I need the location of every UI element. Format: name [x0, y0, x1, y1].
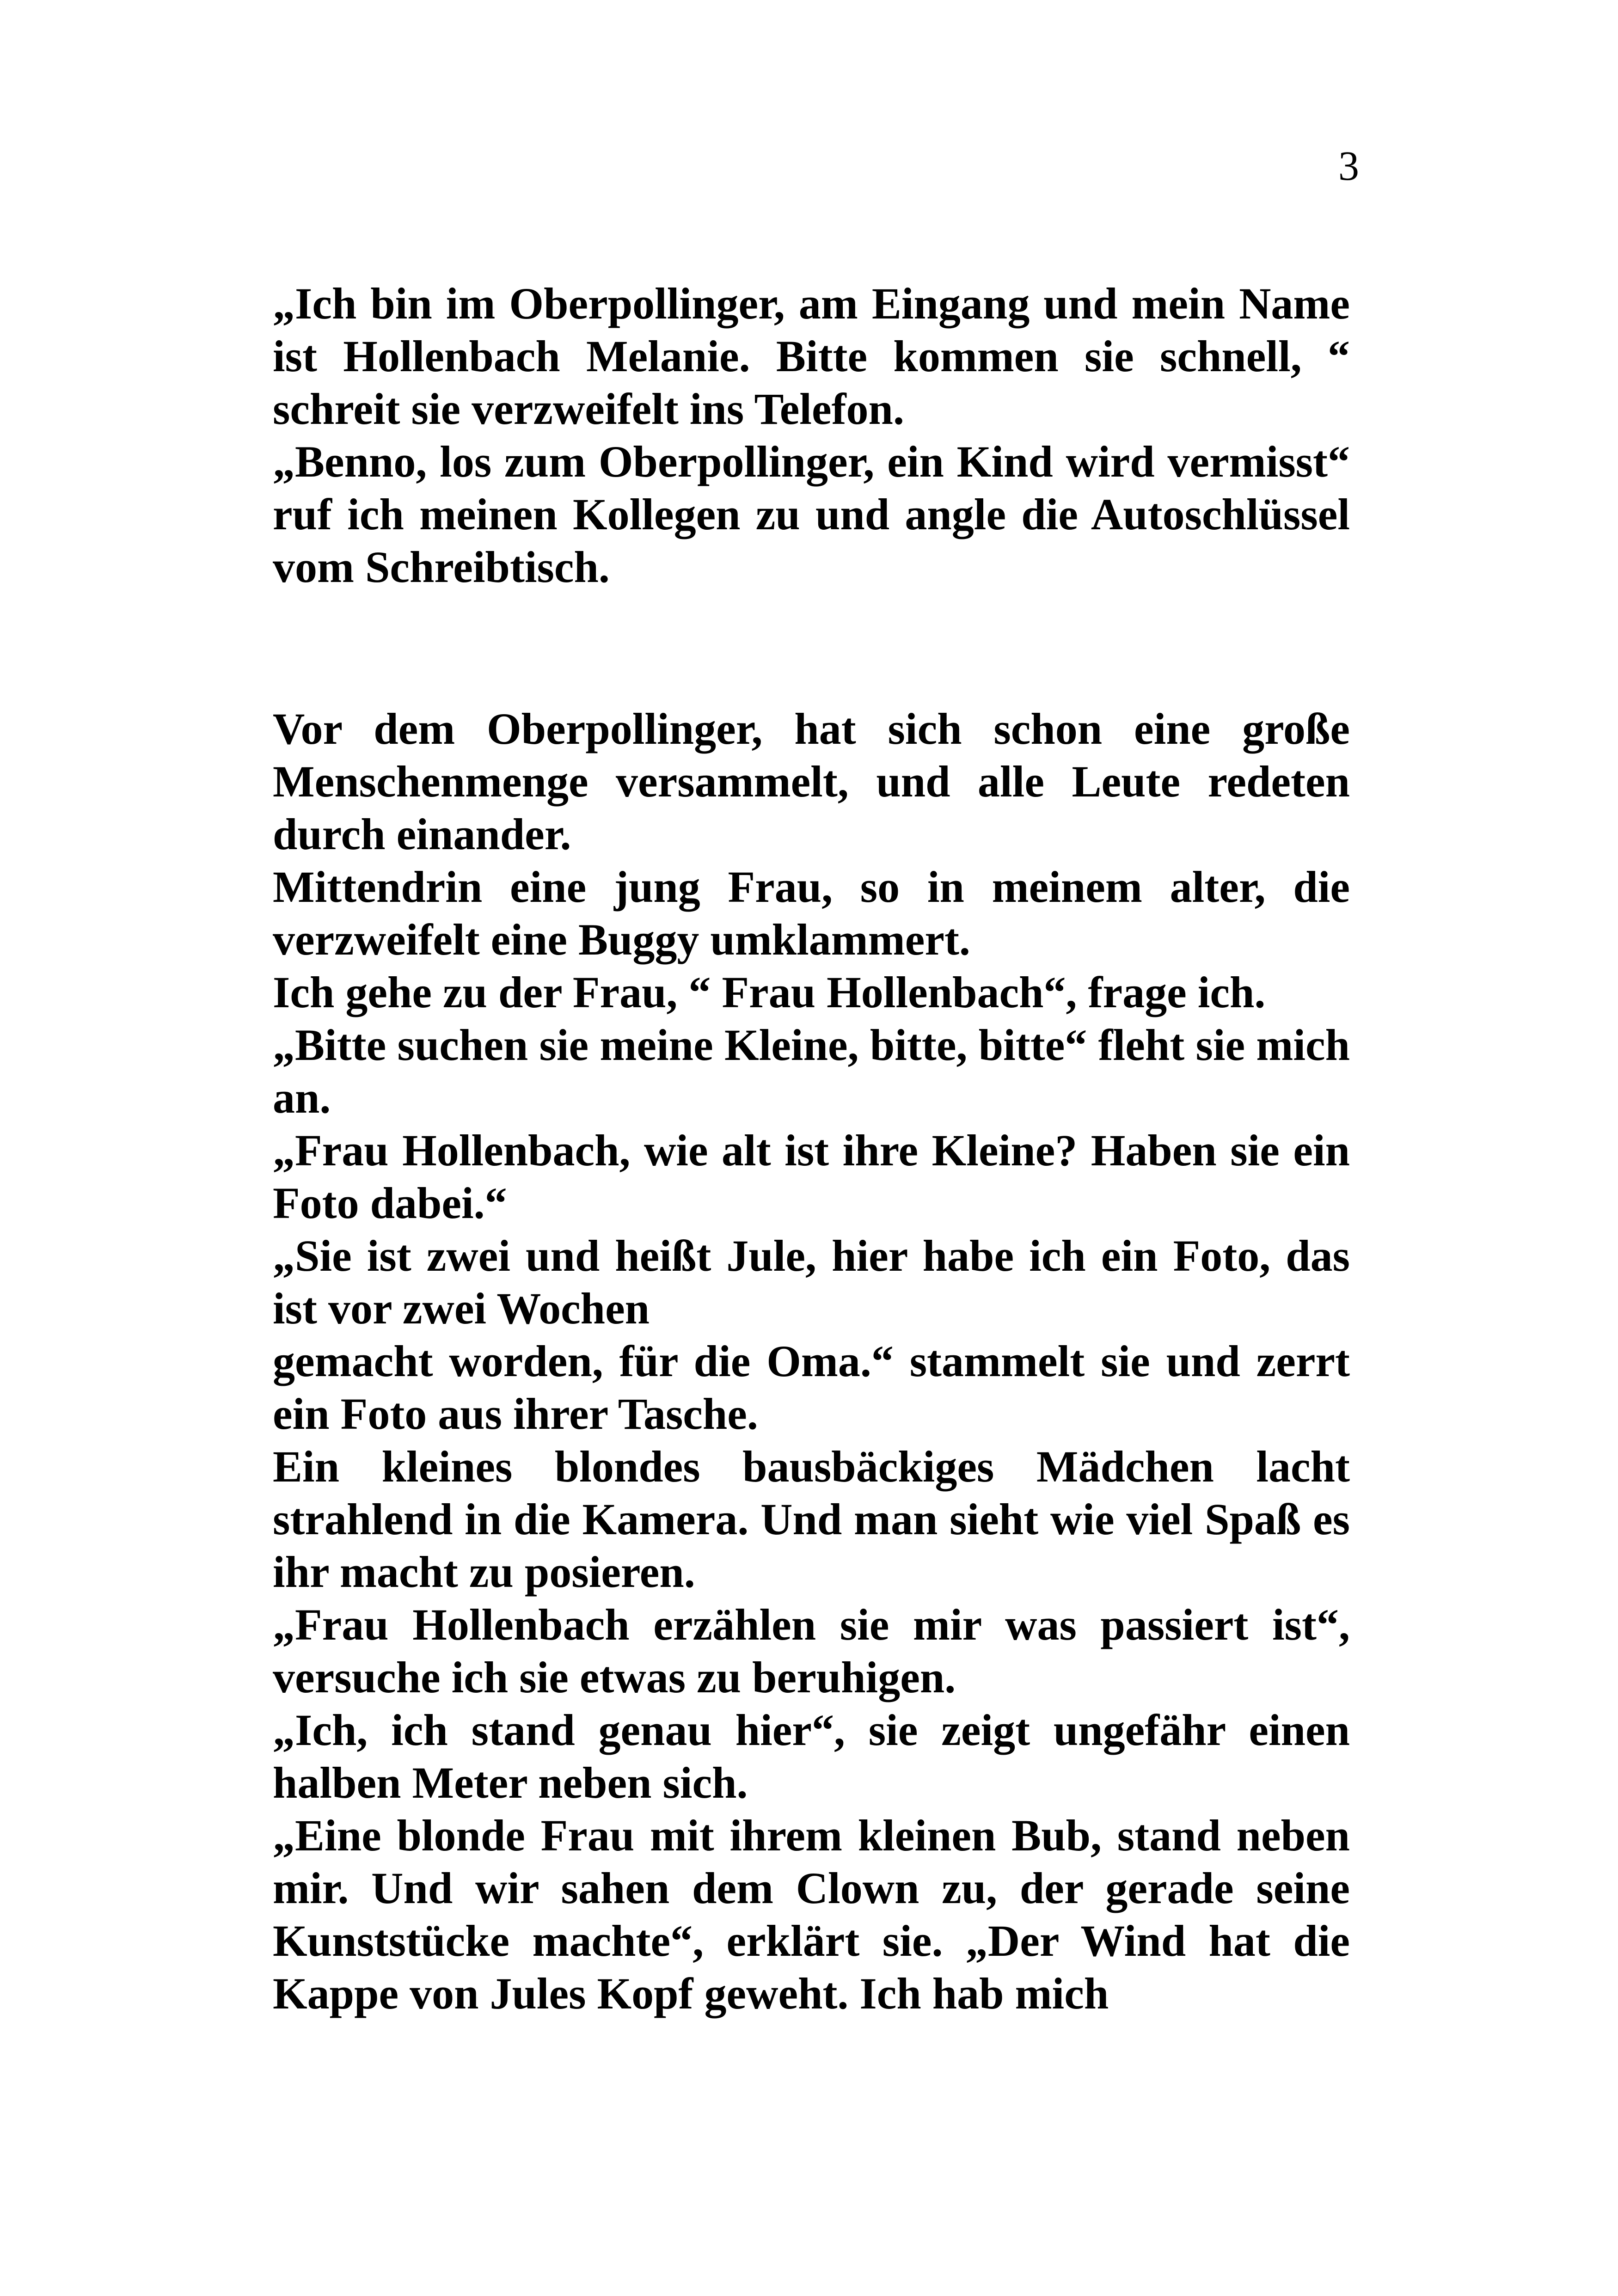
- paragraph: „Ich bin im Oberpollinger, am Eingang und mein Name ist Hollenbach Melanie. Bitte kommen sie schnell, “ schreit sie verzweifelt ins Telefon.: [273, 279, 1350, 434]
- paragraph: „Eine blonde Frau mit ihrem kleinen Bub, stand neben mir. Und wir sahen dem Clown zu, der gerade seine Kunststücke machte“, erklärt sie. „Der Wind hat die Kappe von Jules Kopf geweht. Ich hab mich: [273, 1811, 1350, 2018]
- text-block-main: [273, 703, 1350, 2020]
- text-block-intro: [273, 277, 1350, 594]
- paragraph: Vor dem Oberpollinger, hat sich schon eine große Menschenmenge versammelt, und alle Leute redeten durch einander.: [273, 704, 1350, 859]
- paragraph: Ein kleines blondes bausbäckiges Mädchen lacht strahlend in die Kamera. Und man sieht wie viel Spaß es ihr macht zu posieren.: [273, 1442, 1350, 1597]
- page-number: 3: [1338, 143, 1359, 189]
- paragraph: „Sie ist zwei und heißt Jule, hier habe ich ein Foto, das ist vor zwei Wochen: [273, 1231, 1350, 1333]
- paragraph: „Bitte suchen sie meine Kleine, bitte, bitte“ fleht sie mich an.: [273, 1020, 1350, 1122]
- paragraph: „Frau Hollenbach, wie alt ist ihre Kleine? Haben sie ein Foto dabei.“: [273, 1126, 1350, 1228]
- paragraph: „Ich, ich stand genau hier“, sie zeigt ungefähr einen halben Meter neben sich.: [273, 1705, 1350, 1807]
- paragraph: „Frau Hollenbach erzählen sie mir was passiert ist“, versuche ich sie etwas zu beruhigen.: [273, 1600, 1350, 1702]
- paragraph: Mittendrin eine jung Frau, so in meinem alter, die verzweifelt eine Buggy umklammert.: [273, 862, 1350, 964]
- paragraph: gemacht worden, für die Oma.“ stammelt sie und zerrt ein Foto aus ihrer Tasche.: [273, 1336, 1350, 1439]
- paragraph: „Benno, los zum Oberpollinger, ein Kind wird vermisst“ ruf ich meinen Kollegen zu und angle die Autoschlüssel vom Schreibtisch.: [273, 437, 1350, 592]
- paragraph: Ich gehe zu der Frau, “ Frau Hollenbach“, frage ich.: [273, 967, 1266, 1017]
